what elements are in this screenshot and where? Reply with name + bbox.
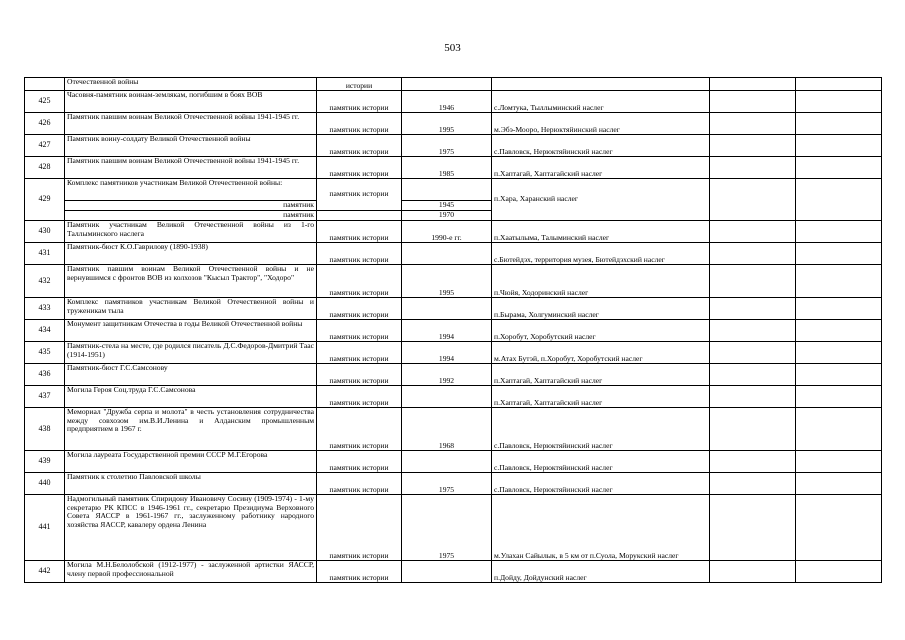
year-cell (402, 298, 492, 320)
empty-cell-b (796, 364, 882, 386)
monument-name-cell: Памятник-бюст Г.С.Самсонову (65, 364, 317, 386)
sub-item-type-cell: памятник (65, 201, 317, 211)
sub-item-year-cell: 1970 (402, 211, 492, 221)
monument-type-cell: памятник истории (317, 135, 402, 157)
row-number-cell: 425 (25, 91, 65, 113)
empty-cell-a (710, 243, 796, 265)
row-number-cell: 436 (25, 364, 65, 386)
year-cell: 1995 (402, 265, 492, 298)
year-cell (402, 78, 492, 91)
row-number-cell: 431 (25, 243, 65, 265)
monument-type-cell: памятник истории (317, 221, 402, 243)
empty-cell-b (796, 221, 882, 243)
table-row (25, 265, 882, 298)
table-row (25, 386, 882, 408)
location-cell: с.Павловск, Нерюктяйинский наслег (492, 473, 710, 495)
location-cell: м.Улахан Сайылык, в 5 км от п.Суола, Морукский наслег (492, 495, 710, 561)
table-row (25, 179, 882, 201)
empty-cell-a (710, 135, 796, 157)
monument-name-cell: Памятник павшим воинам Великой Отечественной войны 1941-1945 гг. (65, 113, 317, 135)
empty-cell-a (710, 473, 796, 495)
table-row (25, 561, 882, 583)
monument-type-cell: памятник истории (317, 91, 402, 113)
empty-cell-b (796, 386, 882, 408)
sub-item-year-cell: 1945 (402, 201, 492, 211)
empty-cell-b (796, 113, 882, 135)
location-cell: п.Хаатылыма, Талыминский наслег (492, 221, 710, 243)
year-cell: 1992 (402, 364, 492, 386)
monument-name-cell: Могила Героя Соц.труда Г.С.Самсонова (65, 386, 317, 408)
year-cell: 1975 (402, 135, 492, 157)
table-row (25, 157, 882, 179)
sub-item-type-cell: памятник (65, 211, 317, 221)
table-row (25, 113, 882, 135)
row-number-cell: 438 (25, 408, 65, 451)
empty-cell-b (796, 408, 882, 451)
location-cell: с.Павловск, Нерюктяйинский наслег (492, 408, 710, 451)
monument-type-cell: памятник истории (317, 298, 402, 320)
row-number-cell: 430 (25, 221, 65, 243)
location-cell: п.Хаптагай, Хаптагайский наслег (492, 364, 710, 386)
empty-cell-a (710, 157, 796, 179)
monument-name-cell: Мемориал "Дружба серпа и молота" в честь установления сотрудничества между совхозом им.В.И.Ленина и Алданским промышленным предприятием в 1967 г. (65, 408, 317, 451)
monument-type-cell: памятник истории (317, 364, 402, 386)
empty-cell-a (710, 561, 796, 583)
location-cell: м.Эбэ-Мооро, Нерюктяйинский наслег (492, 113, 710, 135)
location-cell: п.Дойду, Дойдунский наслег (492, 561, 710, 583)
monument-name-cell: Памятник к столетию Павловской школы (65, 473, 317, 495)
table-row (25, 451, 882, 473)
monument-type-cell: памятник истории (317, 386, 402, 408)
row-number-cell: 429 (25, 179, 65, 221)
table-row (25, 320, 882, 342)
table-row (25, 298, 882, 320)
monument-name-cell: Памятник-стела на месте, где родился писатель Д.С.Федоров-Дмитрий Таас (1914-1951) (65, 342, 317, 364)
location-cell (492, 78, 710, 91)
row-number-cell: 440 (25, 473, 65, 495)
empty-cell-a (710, 298, 796, 320)
year-cell: 1946 (402, 91, 492, 113)
location-cell: с.Павловск, Нерюктяйинский наслег (492, 451, 710, 473)
empty-cell-b (796, 320, 882, 342)
empty-cell-a (710, 179, 796, 221)
row-number-cell: 426 (25, 113, 65, 135)
empty-cell-b (796, 561, 882, 583)
table-row (25, 135, 882, 157)
table-row (25, 91, 882, 113)
table-row (25, 408, 882, 451)
year-cell: 1990-е гг. (402, 221, 492, 243)
row-number-cell: 427 (25, 135, 65, 157)
monument-type-cell: памятник истории (317, 113, 402, 135)
table-row (25, 473, 882, 495)
empty-cell-a (710, 113, 796, 135)
row-number-cell: 433 (25, 298, 65, 320)
year-cell: 1985 (402, 157, 492, 179)
monument-type-cell: памятник истории (317, 561, 402, 583)
monuments-table (24, 77, 882, 583)
monument-type-cell: памятник истории (317, 157, 402, 179)
monument-type-cell: памятник истории (317, 473, 402, 495)
monument-type-cell: памятник истории (317, 243, 402, 265)
empty-cell-b (796, 157, 882, 179)
monument-type-cell: памятник истории (317, 265, 402, 298)
row-number-cell: 434 (25, 320, 65, 342)
monument-type-cell: памятник истории (317, 342, 402, 364)
empty-cell-b (796, 265, 882, 298)
table-row (25, 221, 882, 243)
empty-cell-a (710, 342, 796, 364)
year-cell (402, 386, 492, 408)
monument-name-cell: Памятник воину-солдату Великой Отечественной войны (65, 135, 317, 157)
monument-name-cell: Комплекс памятников участникам Великой Отечественной войны: (65, 179, 317, 201)
monument-name-cell: Комплекс памятников участникам Великой Отечественной войны и труженикам тыла (65, 298, 317, 320)
year-cell: 1995 (402, 113, 492, 135)
monument-name-cell: Надмогильный памятник Спиридону Ивановичу Сосину (1909-1974) - 1-му секретарю РК КПСС в 1946-1961 гг., секретарю Президиума Верховного Совета ЯАССР в 1961-1967 гг., заслуженному работнику народного хозяйства ЯАССР, кавалеру ордена Ленина (65, 495, 317, 561)
empty-cell-b (796, 342, 882, 364)
row-number-cell (25, 78, 65, 91)
location-cell: с.Ломтука, Тыллыминский наслег (492, 91, 710, 113)
table-row (25, 342, 882, 364)
location-cell: м.Атах Бутэй, п.Хоробут, Хоробутский наслег (492, 342, 710, 364)
location-cell: п.Хоробут, Хоробутский наслег (492, 320, 710, 342)
empty-cell-b (796, 243, 882, 265)
year-cell: 1975 (402, 473, 492, 495)
empty-cell-a (710, 386, 796, 408)
monument-type-cell: памятник истории (317, 320, 402, 342)
location-cell: с.Павловск, Нерюктяйинский наслег (492, 135, 710, 157)
empty-cell-b (796, 473, 882, 495)
empty-subtype-cell (317, 211, 402, 221)
empty-cell-b (796, 298, 882, 320)
location-cell: с.Бютейдэх, территория музея, Бютейдэхский наслег (492, 243, 710, 265)
monument-name-cell: Монумент защитникам Отечества в годы Великой Отечественной войны (65, 320, 317, 342)
year-cell (402, 561, 492, 583)
empty-cell-a (710, 451, 796, 473)
empty-cell-a (710, 364, 796, 386)
monument-name-cell: Памятник-бюст К.О.Гаврилову (1890-1938) (65, 243, 317, 265)
monument-type-cell: памятник истории (317, 179, 402, 211)
empty-cell-b (796, 179, 882, 221)
location-cell: п.Хара, Харанский наслег (492, 179, 710, 221)
empty-cell-a (710, 408, 796, 451)
row-number-cell: 442 (25, 561, 65, 583)
empty-cell-a (710, 78, 796, 91)
monument-type-cell: памятник истории (317, 495, 402, 561)
monument-name-cell: Могила лауреата Государственной премии СССР М.Г.Егорова (65, 451, 317, 473)
row-number-cell: 435 (25, 342, 65, 364)
empty-cell-a (710, 320, 796, 342)
year-cell: 1994 (402, 342, 492, 364)
empty-cell-b (796, 451, 882, 473)
empty-cell-b (796, 78, 882, 91)
location-cell: п.Хаптагай, Хаптагайский наслег (492, 386, 710, 408)
row-number-cell: 441 (25, 495, 65, 561)
row-number-cell: 432 (25, 265, 65, 298)
row-number-cell: 437 (25, 386, 65, 408)
monument-name-cell: Памятник павшим воинам Великой Отечественной войны и не вернувшимся с фронтов ВОВ из колхозов "Кысыл Трактор", "Ходоро" (65, 265, 317, 298)
empty-cell-b (796, 91, 882, 113)
location-cell: п.Бырама, Холгуминский наслег (492, 298, 710, 320)
year-cell: 1994 (402, 320, 492, 342)
monument-name-cell: Отечественной войны (65, 78, 317, 91)
empty-cell-b (796, 135, 882, 157)
table-row (25, 243, 882, 265)
monument-type-cell: истории (317, 78, 402, 91)
row-number-cell: 439 (25, 451, 65, 473)
empty-cell-a (710, 265, 796, 298)
monument-type-cell: памятник истории (317, 451, 402, 473)
monument-name-cell: Могила М.Н.Белолобской (1912-1977) - заслуженной артистки ЯАССР, члену первой профессиональной (65, 561, 317, 583)
table-row (25, 495, 882, 561)
empty-cell-b (796, 495, 882, 561)
empty-cell-a (710, 91, 796, 113)
year-cell: 1975 (402, 495, 492, 561)
monument-name-cell: Часовня-памятник воинам-землякам, погибшим в боях ВОВ (65, 91, 317, 113)
year-cell (402, 243, 492, 265)
page-number: 503 (444, 42, 461, 54)
empty-cell-a (710, 221, 796, 243)
year-cell (402, 179, 492, 201)
monument-name-cell: Памятник участникам Великой Отечественной войны из 1-го Таллыминского наслега (65, 221, 317, 243)
table-row-continued (25, 78, 882, 91)
row-number-cell: 428 (25, 157, 65, 179)
table-row (25, 364, 882, 386)
location-cell: п.Чюйя, Ходоринский наслег (492, 265, 710, 298)
year-cell (402, 451, 492, 473)
monument-name-cell: Памятник павшим воинам Великой Отечественной войны 1941-1945 гг. (65, 157, 317, 179)
empty-cell-a (710, 495, 796, 561)
monument-type-cell: памятник истории (317, 408, 402, 451)
year-cell: 1968 (402, 408, 492, 451)
location-cell: п.Хаптагай, Хаптагайский наслег (492, 157, 710, 179)
